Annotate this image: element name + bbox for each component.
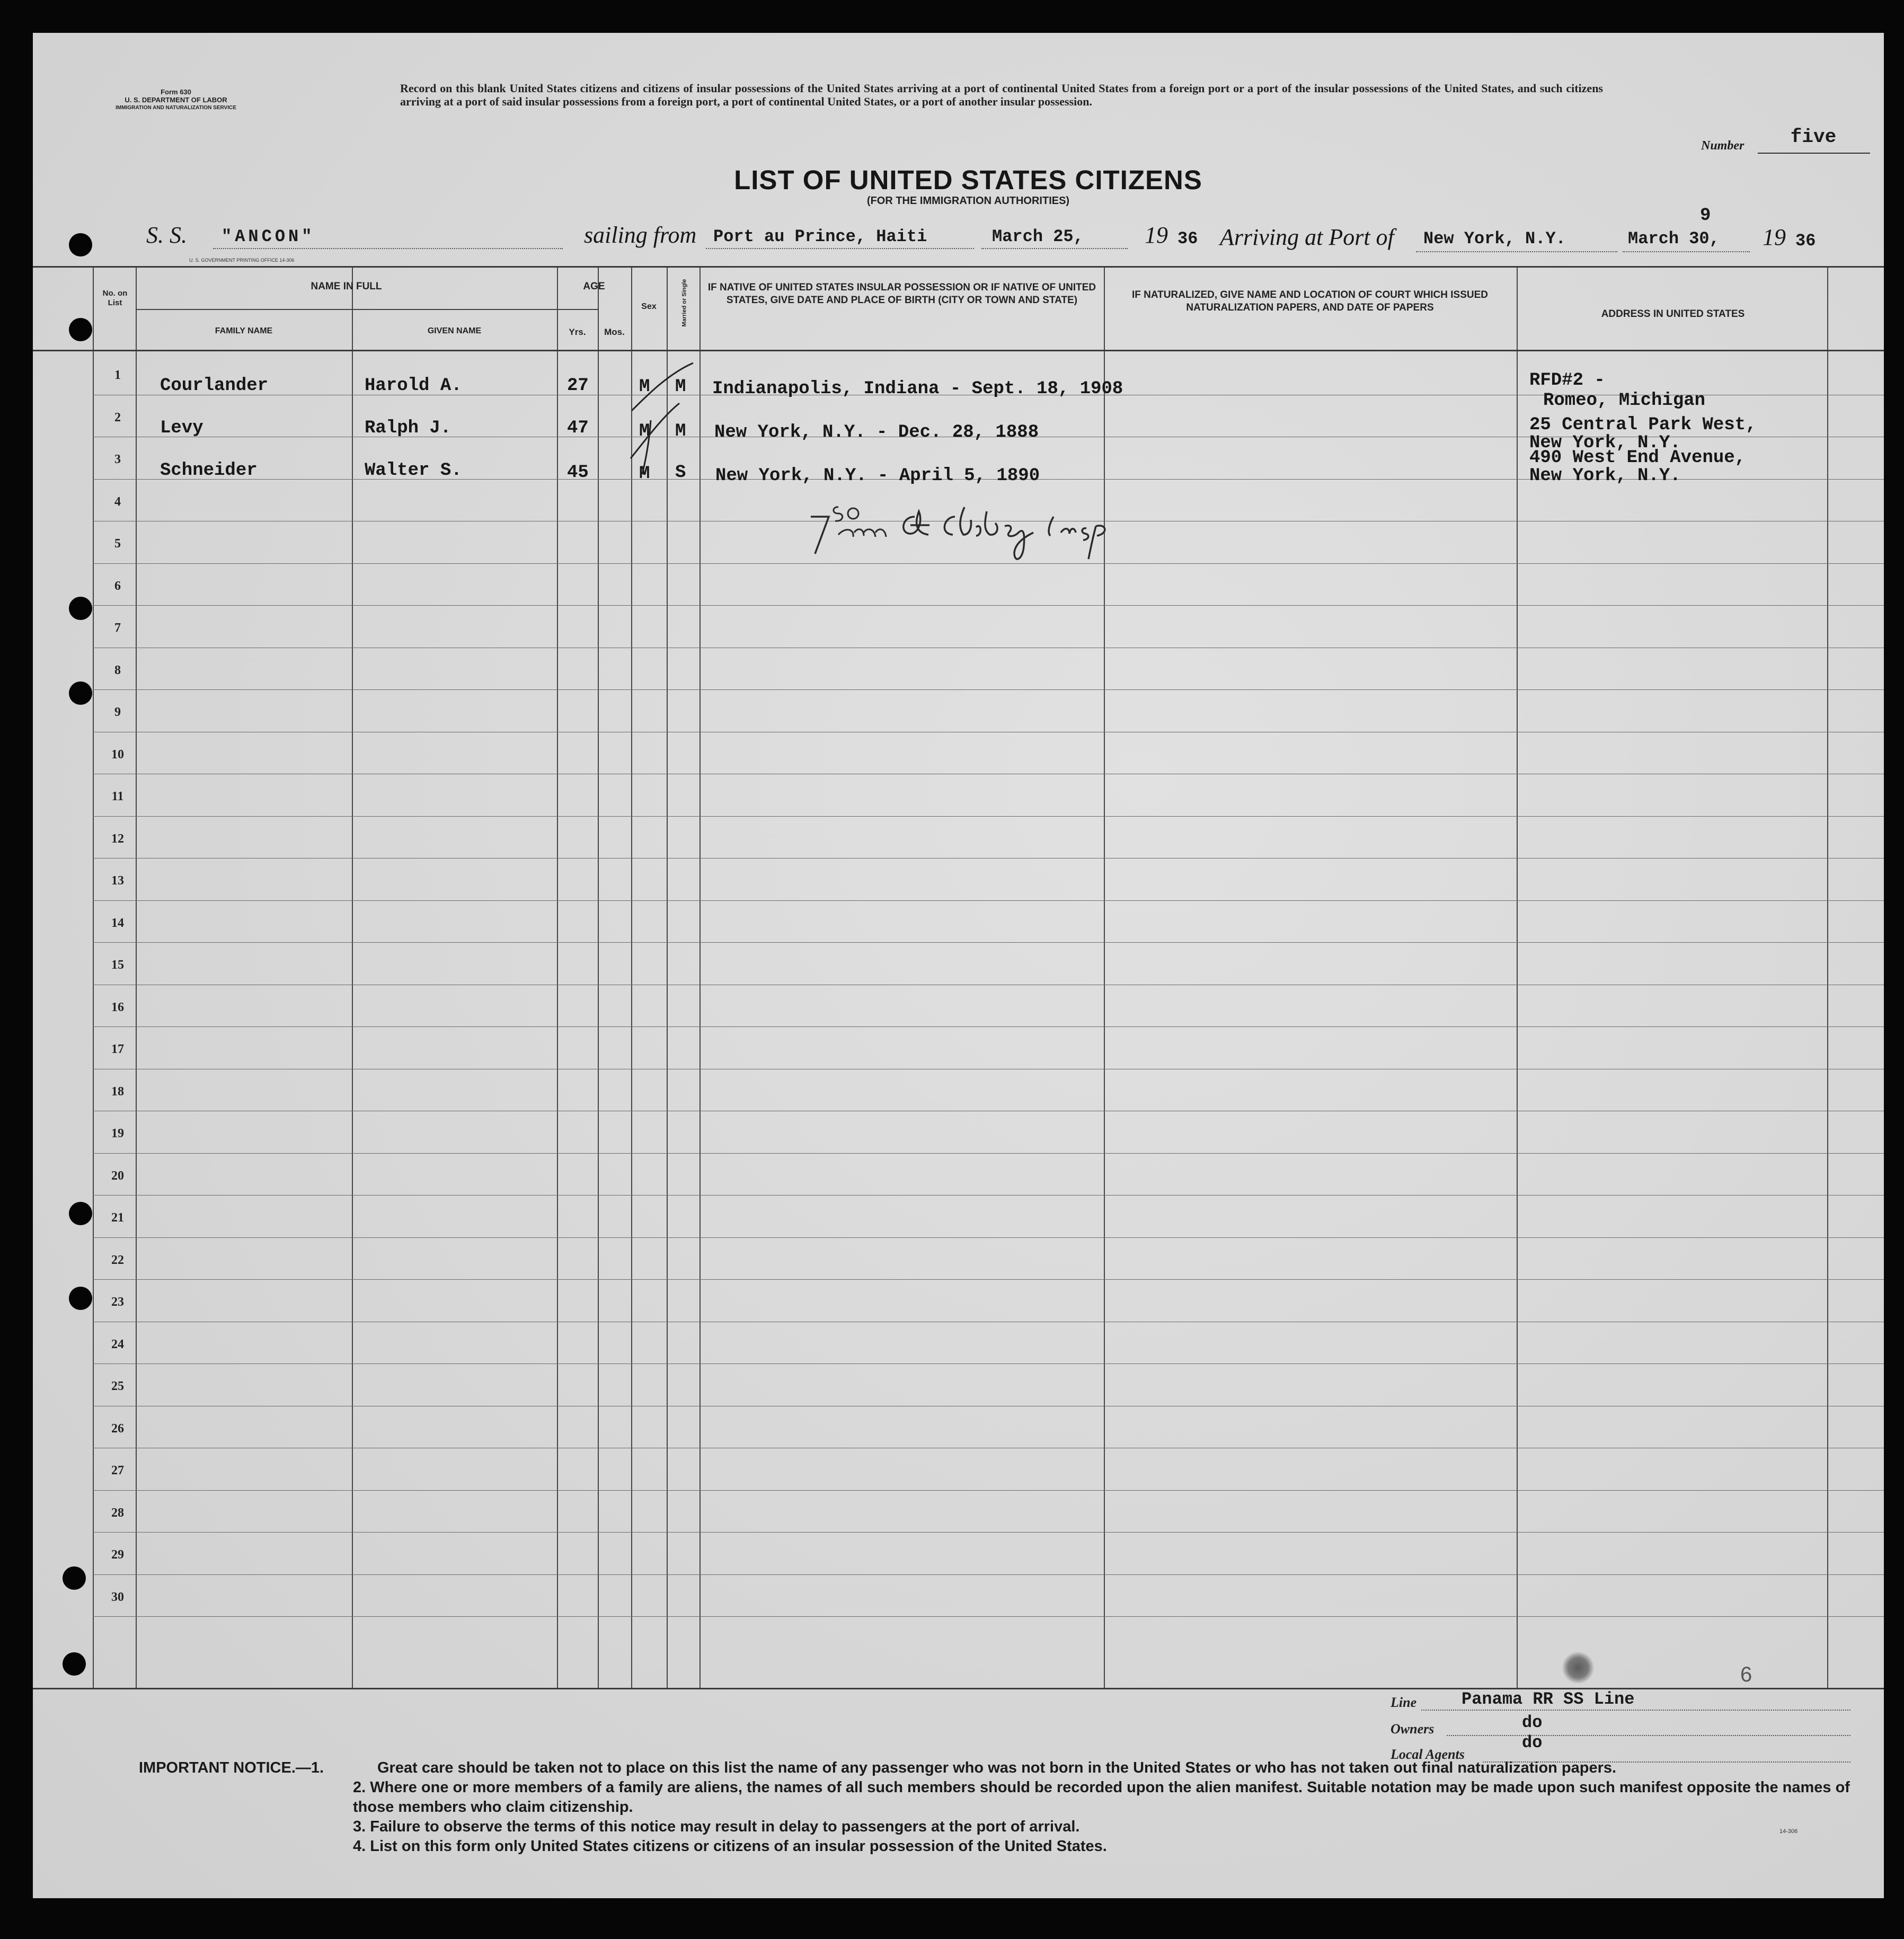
owners-underline	[1447, 1735, 1850, 1736]
row-rule	[93, 1532, 1884, 1533]
page-mark: 9	[1700, 206, 1711, 226]
row-rule	[93, 605, 1884, 606]
owners-value: do	[1522, 1713, 1543, 1732]
header-sex: Sex	[641, 302, 657, 311]
header-subdivider	[136, 309, 598, 310]
punch-hole	[69, 1202, 92, 1225]
check-stroke	[631, 403, 679, 458]
header-family-name: FAMILY NAME	[215, 326, 273, 335]
row-number: 11	[111, 790, 124, 803]
check-stroke	[642, 420, 651, 474]
line-value: Panama RR SS Line	[1462, 1689, 1635, 1709]
departure-port: Port au Prince, Haiti	[713, 227, 927, 246]
age-years-cell: 27	[567, 376, 589, 396]
punch-hole	[69, 233, 92, 256]
notice-indent	[139, 1837, 353, 1856]
list-number-value: five	[1790, 126, 1837, 148]
address-line-2: New York, N.Y.	[1529, 466, 1681, 486]
row-number: 16	[111, 1000, 124, 1014]
record-instruction: Record on this blank United States citizens and citizens of insular possessions of the United States arriving at a port of continental United States from a foreign port or a port of the insular possessions of the United States, and such citizens arriving at a port of said insular possessions from a foreign port, a port of continental United States, or a port of another insular possession.	[400, 82, 1603, 108]
marital-status-cell: M	[675, 377, 686, 397]
notice-text: 3. Failure to observe the terms of this notice may result in delay to passengers at the port of arrival.	[353, 1818, 1080, 1835]
row-number: 8	[114, 663, 121, 677]
header-mos: Mos.	[604, 327, 625, 337]
header-address: ADDRESS IN UNITED STATES	[1601, 308, 1745, 320]
vessel-line	[213, 248, 563, 249]
row-number: 5	[114, 537, 121, 551]
row-rule	[93, 1195, 1884, 1196]
form-header	[102, 88, 250, 112]
table-divider	[1827, 268, 1828, 1688]
punch-hole	[69, 318, 92, 341]
given-name-cell: Harold A.	[365, 376, 462, 396]
age-years-cell: 47	[567, 418, 589, 438]
row-number: 10	[111, 747, 124, 762]
ss-label: S. S.	[146, 222, 187, 248]
row-rule	[93, 1026, 1884, 1027]
header-age: AGE	[583, 281, 605, 292]
printers-note: U. S. GOVERNMENT PRINTING OFFICE 14-306	[189, 258, 295, 263]
notice-lead: IMPORTANT NOTICE.—1.	[139, 1759, 324, 1776]
birth-cell: Indianapolis, Indiana - Sept. 18, 1908	[712, 379, 1123, 399]
row-number: 20	[111, 1168, 124, 1183]
birth-cell: New York, N.Y. - Dec. 28, 1888	[714, 422, 1039, 442]
row-number: 18	[111, 1084, 124, 1099]
arrival-year-prefix: 19	[1763, 224, 1786, 250]
notice-item	[139, 1837, 1850, 1856]
punch-hole	[69, 1287, 92, 1310]
family-name-cell: Schneider	[160, 461, 258, 481]
row-number: 24	[111, 1337, 124, 1351]
header-name-in-full: NAME IN FULL	[311, 281, 382, 292]
row-number: 29	[111, 1548, 124, 1562]
row-number: 13	[111, 874, 124, 888]
arrival-date: March 30,	[1628, 229, 1720, 249]
row-number: 26	[111, 1421, 124, 1436]
row-rule	[93, 1279, 1884, 1280]
given-name-cell: Walter S.	[365, 461, 462, 481]
important-notice	[139, 1758, 1850, 1856]
notice-text: 4. List on this form only United States citizens or citizens of an insular possession of the United States.	[353, 1838, 1107, 1855]
marital-status-cell: M	[675, 421, 686, 441]
corner-mark: 6	[1740, 1663, 1752, 1686]
row-rule	[93, 1490, 1884, 1491]
sex-cell: M	[639, 464, 650, 484]
document-sheet	[33, 33, 1884, 1898]
row-number: 14	[111, 916, 124, 930]
departure-year: 36	[1177, 229, 1198, 249]
row-rule	[93, 1153, 1884, 1154]
notice-item	[139, 1758, 1850, 1778]
row-number: 7	[114, 621, 121, 635]
table-divider	[352, 268, 353, 1688]
local-agents-label: Local Agents	[1391, 1747, 1465, 1762]
address-line-2: Romeo, Michigan	[1543, 391, 1706, 411]
row-number: 2	[114, 410, 121, 424]
check-marks	[626, 352, 711, 522]
row-number: 30	[111, 1590, 124, 1604]
header-married-or-single: Married or Single	[681, 279, 688, 327]
birth-cell: New York, N.Y. - April 5, 1890	[715, 466, 1040, 486]
notice-text: 2. Where one or more members of a family are aliens, the names of all such members should be recorded upon the alien manifest. Suitable notation may be made upon such manifest opposite the names of those members who claim citizenship.	[353, 1779, 1850, 1816]
row-number: 12	[111, 831, 124, 846]
list-number-line	[1758, 153, 1870, 154]
arriving-label: Arriving at Port of	[1220, 224, 1394, 250]
row-number: 1	[114, 368, 121, 382]
row-number: 21	[111, 1211, 124, 1225]
line-label: Line	[1391, 1695, 1417, 1710]
punch-hole	[63, 1566, 86, 1590]
row-number: 25	[111, 1379, 124, 1393]
departure-port-line	[706, 248, 974, 249]
address-line-1: 490 West End Avenue,	[1529, 448, 1746, 468]
header-no-on-list: No. on List	[102, 289, 128, 307]
row-rule	[93, 689, 1884, 690]
arrival-date-line	[1623, 251, 1750, 252]
row-number: 17	[111, 1042, 124, 1056]
family-name-cell: Levy	[160, 418, 203, 438]
departure-date-line	[981, 248, 1128, 249]
inspector-signature	[796, 495, 1156, 575]
form-number: Form 630	[161, 88, 191, 96]
local-agents-value: do	[1522, 1733, 1543, 1752]
table-divider	[1517, 268, 1518, 1688]
row-rule	[93, 900, 1884, 901]
header-bottom-border	[33, 350, 1884, 351]
ink-stain	[1562, 1652, 1594, 1684]
table-divider	[598, 268, 599, 1688]
marital-status-cell: S	[675, 463, 686, 483]
sailing-from-label: sailing from	[584, 222, 697, 248]
notice-text: Great care should be taken not to place on this list the name of any passenger who was not born in the United States or who has not taken out final naturalization papers.	[377, 1759, 1617, 1776]
departure-date: March 25,	[992, 227, 1084, 246]
table-divider	[557, 268, 558, 1688]
arrival-port-line	[1416, 251, 1617, 252]
header-given-name: GIVEN NAME	[427, 326, 482, 335]
row-number: 28	[111, 1506, 124, 1520]
arrival-year: 36	[1795, 231, 1816, 251]
table-divider	[1104, 268, 1105, 1688]
row-rule	[93, 816, 1884, 817]
family-name-cell: Courlander	[160, 376, 269, 396]
row-rule	[93, 942, 1884, 943]
citizens-table	[33, 266, 1884, 1689]
address-line-1: RFD#2 -	[1529, 370, 1605, 391]
line-underline	[1421, 1710, 1850, 1711]
list-number-label: Number	[1701, 139, 1744, 153]
row-rule	[93, 1616, 1884, 1617]
sex-cell: M	[639, 377, 650, 397]
row-number: 9	[114, 705, 121, 719]
document-title: LIST OF UNITED STATES CITIZENS	[734, 165, 1202, 195]
row-number: 6	[114, 579, 121, 593]
notice-indent	[139, 1817, 353, 1837]
row-number: 22	[111, 1253, 124, 1267]
row-number: 3	[114, 453, 121, 466]
row-number: 23	[111, 1295, 124, 1309]
row-number: 4	[114, 494, 121, 509]
given-name-cell: Ralph J.	[365, 418, 451, 438]
header-naturalized: IF NATURALIZED, GIVE NAME AND LOCATION OF COURT WHICH ISSUED NATURALIZATION PAPERS, AND DATE OF PAPERS	[1131, 289, 1488, 313]
address-line-1: 25 Central Park West,	[1529, 415, 1757, 435]
notice-item	[139, 1817, 1850, 1837]
punch-hole	[69, 681, 92, 705]
document-subtitle: (FOR THE IMMIGRATION AUTHORITIES)	[866, 195, 1070, 207]
check-stroke	[632, 363, 693, 411]
owners-label: Owners	[1391, 1721, 1434, 1737]
row-number: 19	[111, 1127, 124, 1140]
header-yrs: Yrs.	[569, 327, 586, 337]
punch-hole	[63, 1652, 86, 1676]
row-rule	[93, 1237, 1884, 1238]
arrival-port: New York, N.Y.	[1423, 229, 1566, 249]
notice-item	[139, 1778, 1850, 1817]
punch-hole	[69, 597, 92, 620]
row-number: 27	[111, 1464, 124, 1477]
vessel-name: "ANCON"	[222, 227, 315, 246]
notice-indent	[139, 1778, 353, 1817]
sex-cell: M	[639, 421, 650, 441]
form-code: 14-306	[1779, 1828, 1798, 1835]
age-years-cell: 45	[567, 463, 589, 483]
header-birth: IF NATIVE OF UNITED STATES INSULAR POSSESSION OR IF NATIVE OF UNITED STATES, GIVE DATE AND PLACE OF BIRTH (CITY OR TOWN AND STATE)	[707, 282, 1096, 306]
departure-year-prefix: 19	[1145, 222, 1168, 248]
address-line-2: New York, N.Y.	[1529, 433, 1681, 453]
row-rule	[93, 1574, 1884, 1575]
department-name: U. S. DEPARTMENT OF LABOR	[125, 96, 227, 104]
row-number: 15	[111, 958, 124, 972]
service-name: IMMIGRATION AND NATURALIZATION SERVICE	[116, 105, 236, 111]
